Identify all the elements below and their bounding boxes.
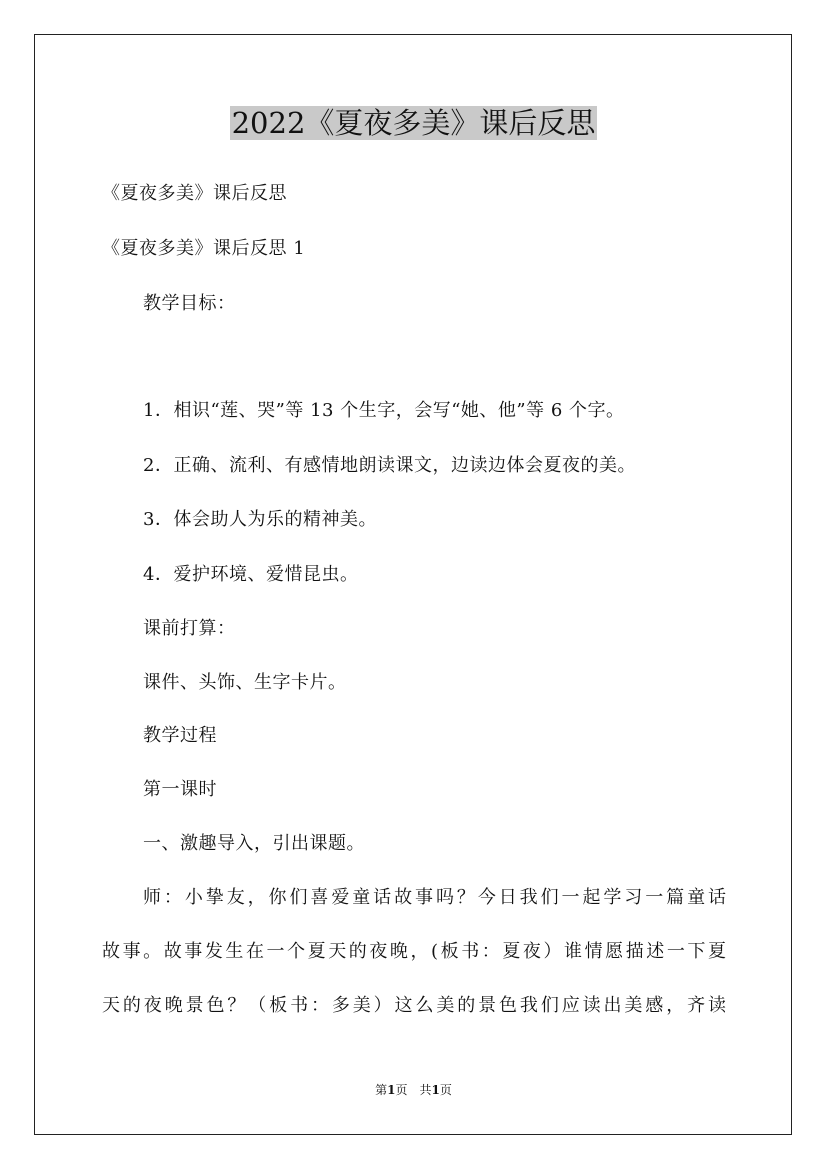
subtitle-line: 《夏夜多美》课后反思 [102, 183, 287, 204]
page-footer: 第1页 共1页 [375, 1083, 452, 1097]
objective-item-4: 4．爱护环境、爱惜昆虫。 [143, 564, 359, 585]
objective-item-2: 2．正确、流利、有感情地朗读课文，边读边体会夏夜的美。 [143, 455, 636, 476]
paragraph-line-2: 故事。故事发生在一个夏天的夜晚，(板书：夏夜）谁情愿描述一下夏 [102, 941, 726, 962]
preparation-text: 课件、头饰、生字卡片。 [143, 672, 347, 693]
objective-item-3: 3．体会助人为乐的精神美。 [143, 509, 377, 530]
paragraph-line-3: 天的夜晚景色？（板书：多美）这么美的景色我们应读出美感，齐读 [102, 995, 726, 1016]
document-title [0, 103, 827, 143]
paragraph-line-1: 师：小挚友，你们喜爱童话故事吗？今日我们一起学习一篇童话 [143, 887, 726, 908]
total-page-number: 1 [431, 1083, 440, 1097]
process-heading: 教学过程 [143, 725, 217, 746]
objectives-heading: 教学目标： [143, 293, 236, 314]
title-highlight: 2022《夏夜多美》课后反思 [231, 106, 596, 140]
section-heading: 《夏夜多美》课后反思 1 [102, 238, 306, 259]
lesson-heading: 第一课时 [143, 779, 217, 800]
preparation-heading: 课前打算： [143, 618, 236, 639]
objective-item-1: 1．相识“莲、哭”等 13 个生字，会写“她、他”等 6 个字。 [143, 400, 625, 421]
current-page-number: 1 [387, 1083, 396, 1097]
step-heading: 一、激趣导入，引出课题。 [143, 833, 365, 854]
